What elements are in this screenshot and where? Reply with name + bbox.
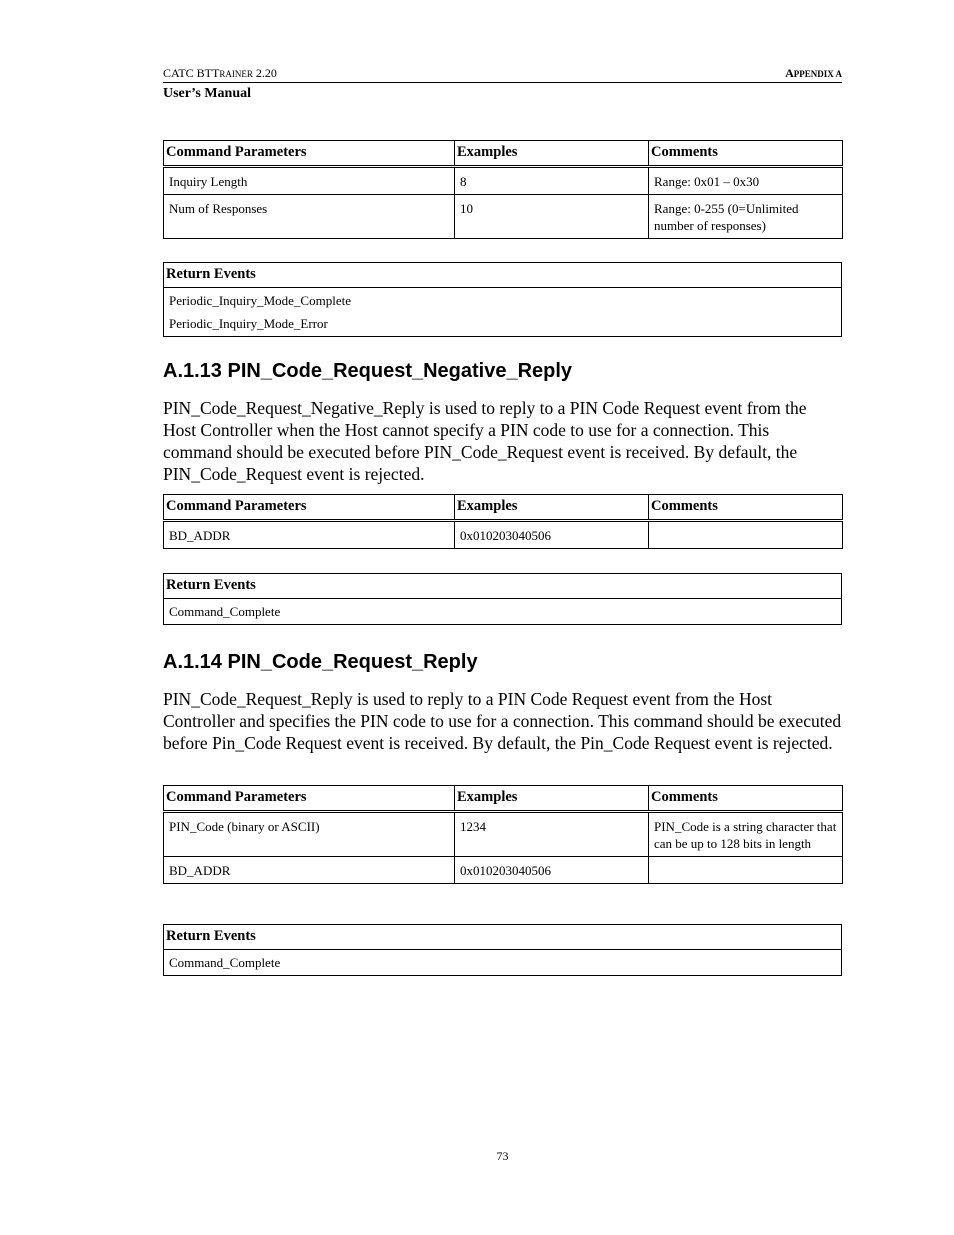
header-product-prefix: CATC BTT: [163, 66, 220, 80]
header-appendix-cap: A: [785, 66, 794, 80]
header-product: [163, 66, 277, 81]
table-row: [164, 195, 843, 239]
command-parameters-table-3: [163, 785, 843, 884]
table-cell: Range: 0-255 (0=Unlimited number of responses): [649, 195, 843, 239]
table-row: [164, 521, 843, 549]
col-header: Command Parameters: [164, 141, 455, 167]
col-header: Examples: [455, 786, 649, 812]
header-appendix-small: PPENDIX A: [793, 69, 842, 79]
col-header: Comments: [649, 141, 843, 167]
section-body-a-1-13: PIN_Code_Request_Negative_Reply is used to reply to a PIN Code Request event from the Host Controller when the Host cannot specify a PIN code to use for a connection. This command should be executed before PIN_Code_Request event is received. By default, the PIN_Code_Request event is rejected.: [163, 398, 807, 484]
list-item: [164, 950, 842, 976]
event-name: Periodic_Inquiry_Mode_Error: [164, 311, 842, 337]
table-cell: Num of Responses: [164, 195, 455, 239]
table-cell: 1234: [455, 812, 649, 857]
header-appendix: [785, 66, 842, 81]
list-item: [164, 311, 842, 337]
header-manual: User’s Manual: [163, 86, 252, 101]
table-cell: PIN_Code (binary or ASCII): [164, 812, 455, 857]
events-header-row: [164, 263, 842, 288]
events-header: Return Events: [164, 574, 842, 599]
return-events-table-1: [163, 262, 842, 337]
table-cell: Inquiry Length: [164, 167, 455, 195]
event-name: Periodic_Inquiry_Mode_Complete: [164, 288, 842, 312]
header-product-small: RAINER: [219, 69, 253, 79]
col-header: Comments: [649, 495, 843, 521]
col-header: Examples: [455, 141, 649, 167]
event-name: Command_Complete: [164, 599, 842, 625]
table-cell: 8: [455, 167, 649, 195]
list-item: [164, 288, 842, 312]
table-cell: Range: 0x01 – 0x30: [649, 167, 843, 195]
page-number: 73: [496, 1149, 509, 1163]
table-cell: [649, 521, 843, 549]
header-rule: [163, 82, 842, 83]
events-header: Return Events: [164, 925, 842, 950]
table-cell: BD_ADDR: [164, 521, 455, 549]
events-header-row: [164, 574, 842, 599]
table-cell: PIN_Code is a string character that can be up to 128 bits in length: [649, 812, 843, 857]
col-header: Command Parameters: [164, 786, 455, 812]
table-cell: BD_ADDR: [164, 857, 455, 884]
col-header: Command Parameters: [164, 495, 455, 521]
table-header-row: [164, 141, 843, 167]
return-events-table-3: [163, 924, 842, 976]
col-header: Comments: [649, 786, 843, 812]
events-header: Return Events: [164, 263, 842, 288]
table-row: [164, 167, 843, 195]
section-body-a-1-14: PIN_Code_Request_Reply is used to reply to a PIN Code Request event from the Host Controller and specifies the PIN code to use for a connection. This command should be executed before Pin_Code Request event is received. By default, the Pin_Code Request event is rejected.: [163, 689, 842, 753]
table-row: [164, 812, 843, 857]
table-cell: [649, 857, 843, 884]
table-cell: 0x010203040506: [455, 521, 649, 549]
section-heading-a-1-13: A.1.13 PIN_Code_Request_Negative_Reply: [163, 360, 573, 382]
table-cell: 10: [455, 195, 649, 239]
table-row: [164, 857, 843, 884]
event-name: Command_Complete: [164, 950, 842, 976]
return-events-table-2: [163, 573, 842, 625]
section-heading-a-1-14: A.1.14 PIN_Code_Request_Reply: [163, 651, 478, 673]
table-cell: 0x010203040506: [455, 857, 649, 884]
list-item: [164, 599, 842, 625]
command-parameters-table-1: [163, 140, 843, 239]
table-header-row: [164, 786, 843, 812]
command-parameters-table-2: [163, 494, 843, 549]
header-version: 2.20: [252, 66, 277, 80]
events-header-row: [164, 925, 842, 950]
table-header-row: [164, 495, 843, 521]
col-header: Examples: [455, 495, 649, 521]
